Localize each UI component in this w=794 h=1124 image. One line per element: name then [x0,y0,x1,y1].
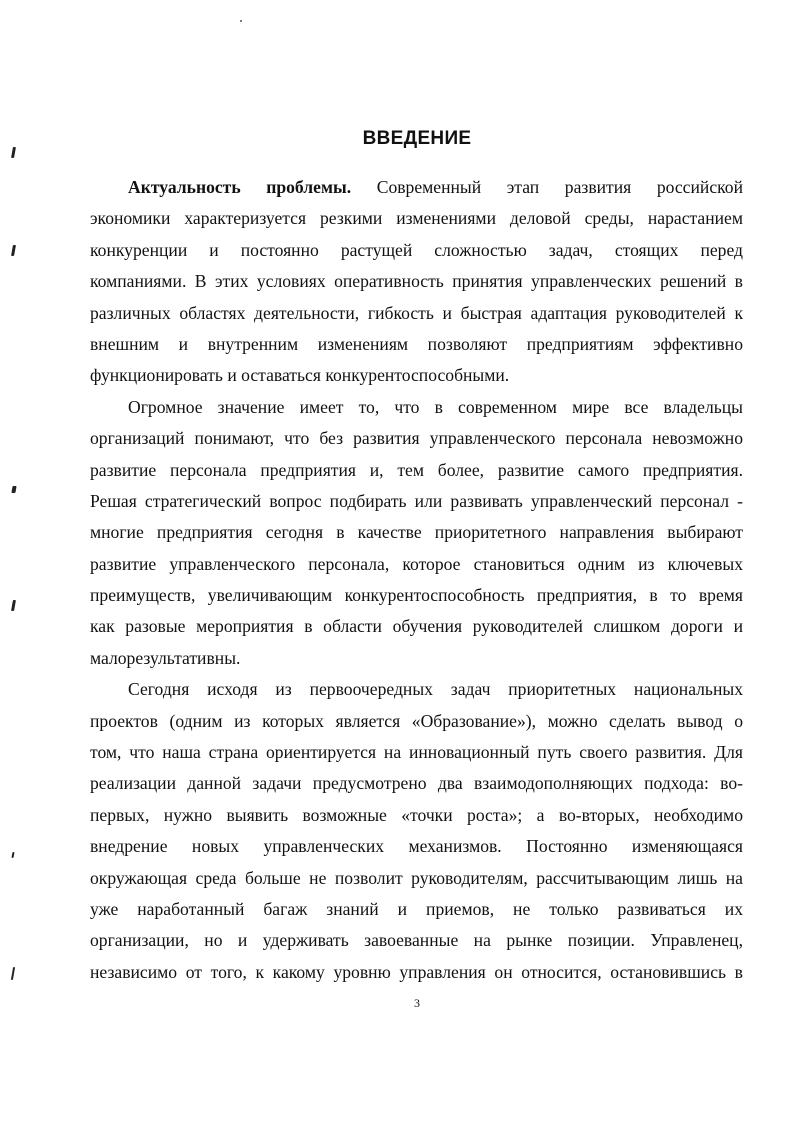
scan-speck [240,20,242,22]
text-line: малорезультативны. [90,647,241,668]
text-line: внедрение новых управленческих механизмов. Постоянно изменяющаяся [90,836,743,857]
text-line: независимо от того, к какому уровню управления он относится, остановившись в [90,961,743,982]
paragraph-relevance [90,172,743,392]
binding-mark [11,967,15,980]
text-line: Огромное значение имеет то, что в современном мире все владельцы [128,396,743,417]
text-line: уже наработанный багаж знаний и приемов, не только развиваться их [90,898,743,919]
paragraph-lead: Актуальность проблемы. [128,177,352,197]
text-line: окружающая среда больше не позволит руководителям, рассчитывающим лишь на [90,867,743,888]
text-line: Актуальность проблемы. Современный этап развития российской [128,177,743,197]
text-line: том, что наша страна ориентируется на инновационный путь своего развития. Для [90,742,743,763]
text-line: реализации данной задачи предусмотрено два взаимодополняющих подхода: во- [90,773,743,794]
text-line: организаций понимают, что без развития управленческого персонала невозможно [90,428,743,449]
text-line: Сегодня исходя из первоочередных задач приоритетных национальных [128,679,743,700]
page-number: 3 [414,996,420,1010]
text-line: развитие персонала предприятия и, тем более, развитие самого предприятия. [90,459,743,480]
binding-mark [11,852,14,858]
text-line: экономики характеризуется резкими изменениями деловой среды, нарастанием [90,208,743,229]
text-line: как разовые мероприятия в области обучения руководителей слишком дороги и [90,616,743,637]
paragraph-national-projects [90,674,743,988]
paragraph-management-development [90,392,743,675]
text-line: Решая стратегический вопрос подбирать или развивать управленческий персонал - [90,490,743,511]
text-line: различных областях деятельности, гибкость и быстрая адаптация руководителей к [90,302,743,323]
section-heading: ВВЕДЕНИЕ [362,128,472,149]
text-line: функционировать и оставаться конкурентоспособными. [90,365,510,386]
text-line: конкуренции и постоянно растущей сложностью задач, стоящих перед [90,239,743,260]
text-line: организации, но и удерживать завоеванные на рынке позиции. Управленец, [90,930,743,951]
document-body [90,172,743,988]
text-line: первых, нужно выявить возможные «точки роста»; а во-вторых, необходимо [90,804,743,825]
text-line: компаниями. В этих условиях оперативность принятия управленческих решений в [90,271,743,292]
binding-mark [11,245,16,256]
binding-mark [11,600,16,611]
text-line: внешним и внутренним изменениям позволяют предприятиям эффективно [90,333,743,354]
text-line: проектов (одним из которых является «Образование»), можно сделать вывод о [90,710,743,731]
text-line: преимуществ, увеличивающим конкурентоспособность предприятия, в то время [90,585,743,606]
binding-mark [11,486,16,493]
text-line: многие предприятия сегодня в качестве приоритетного направления выбирают [90,522,743,543]
text-line: развитие управленческого персонала, которое становиться одним из ключевых [90,553,743,574]
